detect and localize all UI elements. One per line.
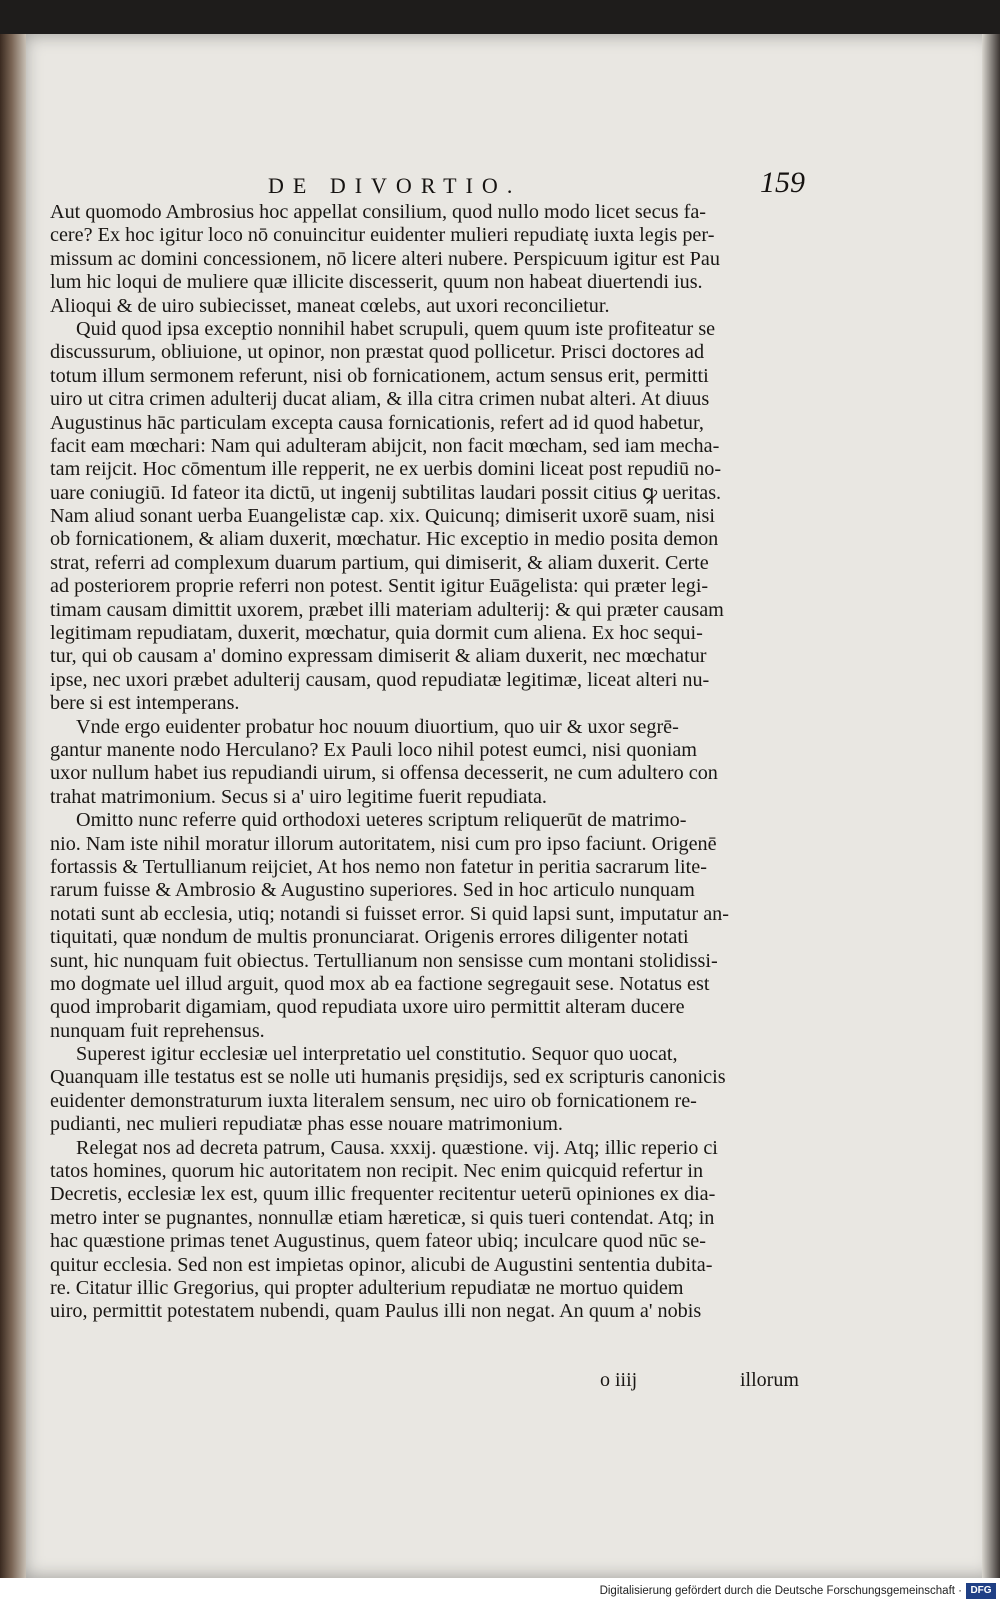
text-line: legitimam repudiatam, duxerit, mœchatur, quia dormit cum aliena. Ex hoc sequi- (50, 622, 703, 645)
text-line: pudianti, nec mulieri repudiatæ phas esse nouare matrimonium. (50, 1113, 563, 1136)
text-line: Augustinus hāc particulam excepta causa fornicationis, refert ad id quod habetur, (50, 411, 704, 434)
text-line: tiquitati, quæ nondum de multis pronunciarat. Origenis errores diligenter notati (50, 926, 689, 949)
text-line: ad posteriorem proprie referri non potest. Sentit igitur Euāgelista: qui præter legi- (50, 575, 709, 598)
text-line: lum hic loqui de muliere quæ illicite discesserit, quum non habeat diuertendi ius. (50, 271, 703, 294)
text-line: Superest igitur ecclesiæ uel interpretatio uel constitutio. Sequor quo uocat, (76, 1043, 678, 1066)
text-line: tam reijcit. Hoc cōmentum ille repperit, ne ex uerbis domini liceat post repudiū no- (50, 458, 722, 481)
text-line: trahat matrimonium. Secus si a' uiro legitime fuerit repudiata. (50, 785, 547, 808)
text-line: Omitto nunc referre quid orthodoxi ueteres scriptum reliquerūt de matrimo- (76, 809, 687, 832)
text-line: strat, referri ad complexum duarum partium, qui dimiserit, & aliam duxerit. Certe (50, 551, 709, 574)
text-line: Decretis, ecclesiæ lex est, quum illic frequenter recitentur ueterū opiniones ex dia- (50, 1183, 716, 1206)
text-line: metro inter se pugnantes, nonnullæ etiam hæreticæ, si quis tueri contendat. Atq; in (50, 1206, 715, 1229)
text-line: discussurum, obliuione, ut opinor, non præstat quod pollicetur. Prisci doctores ad (50, 341, 705, 364)
text-line: uiro ut citra crimen adulterij ducat aliam, & illa citra crimen nubat alteri. At diuus (50, 388, 710, 411)
text-line: quitur ecclesia. Sed non est impietas opinor, alicubi de Augustini sententia dubita- (50, 1253, 713, 1276)
text-line: nio. Nam iste nihil moratur illorum autoritatem, nisi cum pro ipso faciunt. Origenē (50, 832, 717, 855)
page-edge (982, 34, 1000, 1578)
text-line: hac quæstione primas tenet Augustinus, quem fateor ubiq; inculcare quod nūc se- (50, 1230, 706, 1253)
text-line: tatos homines, quorum hic autoritatem non recipit. Nec enim quicquid refertur in (50, 1160, 704, 1183)
text-line: cere? Ex hoc igitur loco nō conuincitur euidenter mulieri repudiatę iuxta legis per- (50, 224, 715, 247)
text-line: rarum fuisse & Ambrosio & Augustino superiores. Sed in hoc articulo nunquam (50, 879, 695, 902)
text-line: mo dogmate uel illud arguit, quod mox ab ea factione segregauit sese. Notatus est (50, 972, 710, 995)
text-line: facit eam mœchari: Nam qui adulteram abijcit, non facit mœcham, sed iam mecha- (50, 434, 720, 457)
text-line: ipse, nec uxori præbet adulterij causam, quod repudiatæ legitimæ, liceat alteri nu- (50, 668, 710, 691)
text-line: sunt, hic nunquam fuit obiectus. Tertullianum non sensisse cum montani stolidissi- (50, 949, 718, 972)
page-number: 159 (760, 166, 805, 199)
text-line: Quid quod ipsa exceptio nonnihil habet scrupuli, quem quum iste profiteatur se (76, 317, 716, 340)
funding-note: Digitalisierung gefördert durch die Deutsche Forschungsgemeinschaft · (599, 1585, 962, 1597)
book-binding (0, 34, 26, 1578)
text-line: re. Citatur illic Gregorius, qui propter adulterium repudiatæ ne mortuo quidem (50, 1276, 684, 1299)
catchword: illorum (740, 1369, 799, 1391)
text-line: uare coniugiū. Id fateor ita dictū, ut ingenij subtilitas laudari possit citius ꝙ ueritas. (50, 481, 722, 504)
text-line: ob fornicationem, & aliam duxerit, mœchatur. Hic exceptio in medio posita demon (50, 528, 719, 551)
body-text (50, 201, 800, 1324)
text-line: notati sunt ab ecclesia, utiq; notandi si fuisset error. Si quid lapsi sunt, imputatur an- (50, 902, 729, 925)
text-line: Vnde ergo euidenter probatur hoc nouum diuortium, quo uir & uxor segrē- (76, 715, 679, 738)
text-line: Relegat nos ad decreta patrum, Causa. xxxij. quæstione. vij. Atq; illic reperio ci (76, 1136, 718, 1159)
text-line: fortassis & Tertullianum reijciet, At hos nemo non fatetur in peritia sacrarum lite- (50, 855, 707, 878)
digitization-footer (0, 1578, 1000, 1608)
text-line: euidenter demonstraturum iuxta literalem sensum, nec uiro ob fornicationem re- (50, 1089, 697, 1112)
dfg-logo: DFG (966, 1583, 996, 1599)
text-line: totum illum sermonem referunt, nisi ob fornicationem, actum sensus erit, permitti (50, 364, 709, 387)
text-line: uxor nullum habet ius repudiandi uirum, si offensa decesserit, ne cum adultero con (50, 762, 718, 785)
running-head: DE DIVORTIO. (268, 173, 522, 198)
text-line: tur, qui ob causam a' domino expressam dimiserit & aliam duxerit, nec mœchatur (50, 645, 707, 668)
text-line: Quanquam ille testatus est se nolle uti humanis pręsidijs, sed ex scripturis canonicis (50, 1066, 726, 1089)
text-line: gantur manente nodo Herculano? Ex Pauli loco nihil potest eumci, nisi quoniam (50, 738, 697, 761)
text-line: missum ac domini concessionem, nō licere alteri nubere. Perspicuum igitur est Pau (50, 247, 720, 270)
text-line: bere si est intemperans. (50, 692, 240, 715)
text-line: timam causam dimittit uxorem, præbet illi materiam adulterij: & qui præter causam (50, 598, 724, 621)
text-line: quod improbarit digamiam, quod repudiata uxore uiro permittit alteram ducere (50, 996, 685, 1019)
signature-mark: o iiij (600, 1369, 638, 1391)
text-line: uiro, permittit potestatem nubendi, quam Paulus illi non negat. An quum a' nobis (50, 1300, 702, 1323)
text-line: Alioqui & de uiro subiecisset, maneat cœlebs, aut uxori reconcilietur. (50, 294, 610, 317)
text-line: Nam aliud sonant uerba Euangelistæ cap. xix. Quicunq; dimiserit uxorē suam, nisi (50, 505, 715, 528)
text-line: Aut quomodo Ambrosius hoc appellat consilium, quod nullo modo licet secus fa- (50, 201, 707, 223)
text-line: nunquam fuit reprehensus. (50, 1019, 265, 1042)
